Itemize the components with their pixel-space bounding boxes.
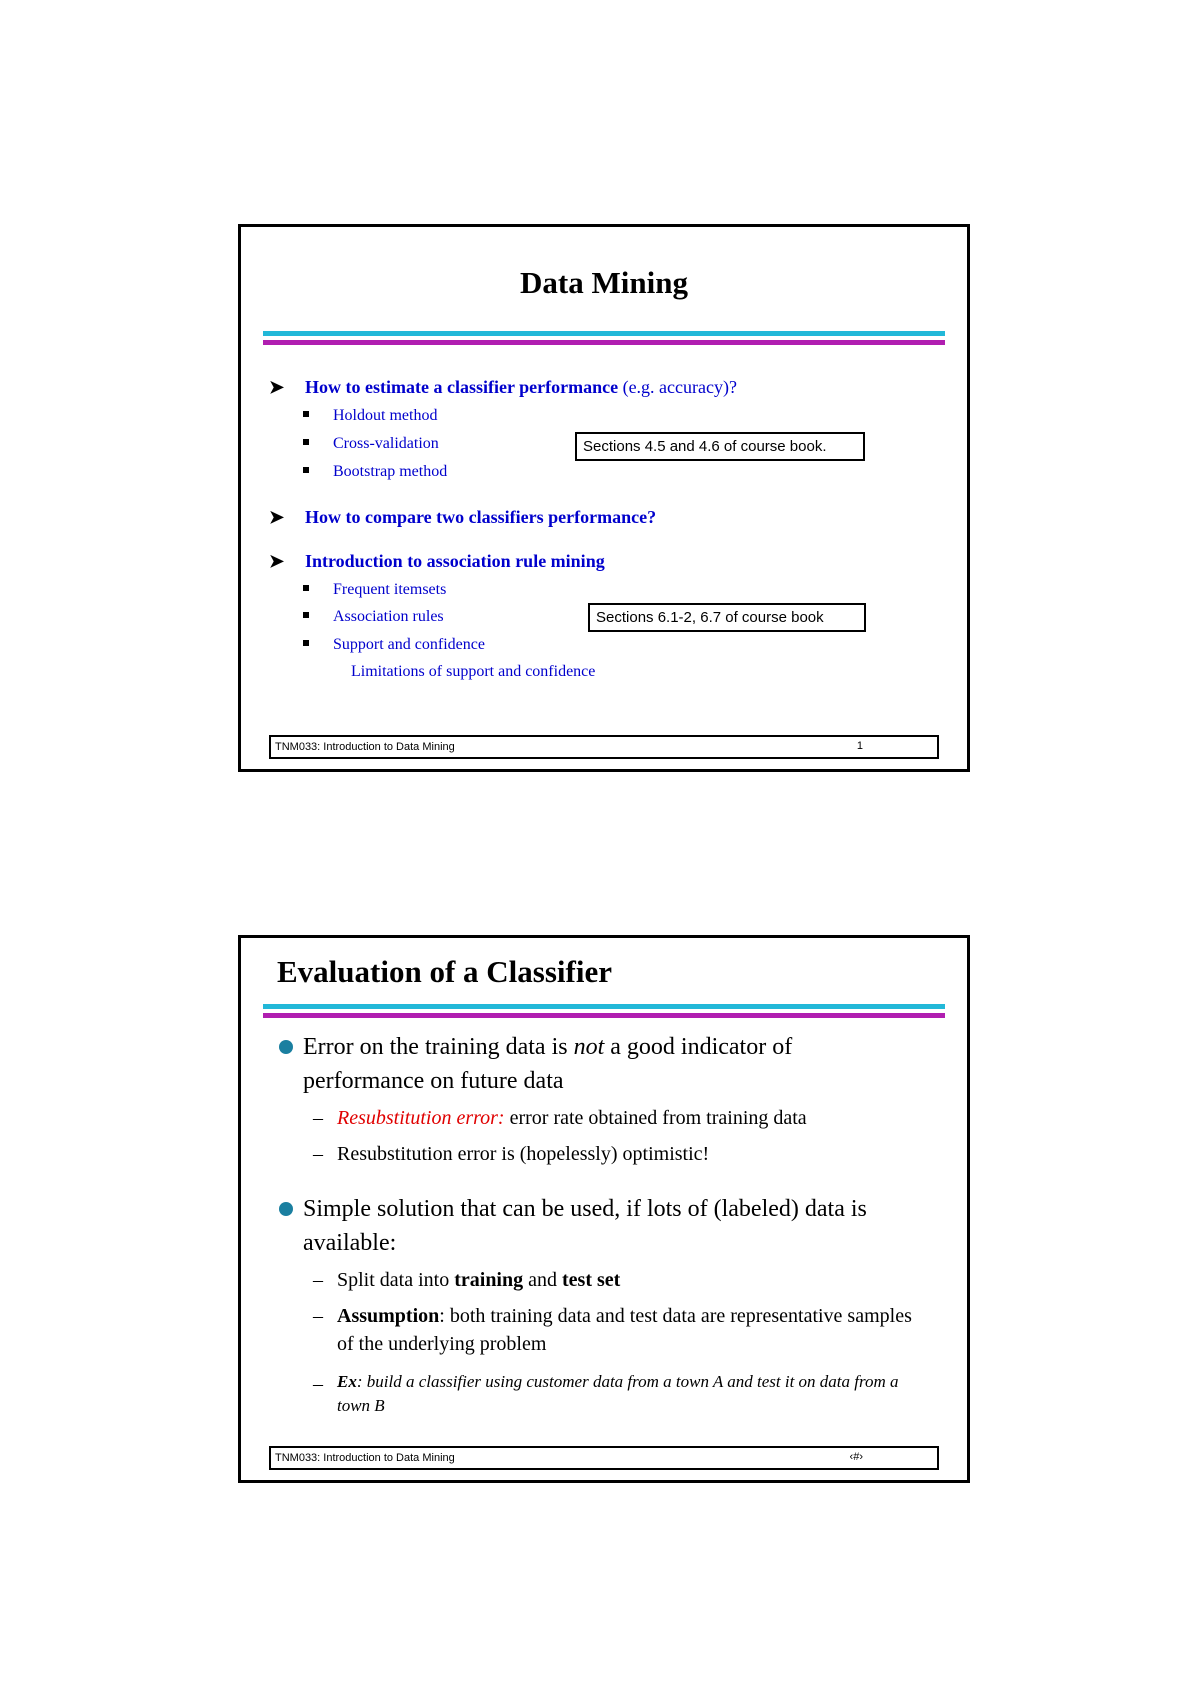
- item-compare-classifiers: ➤ How to compare two classifiers performance?: [269, 507, 657, 527]
- square-bullet-icon: [303, 640, 309, 646]
- dash-bullet-icon: –: [313, 1373, 323, 1395]
- round-bullet-icon: [279, 1202, 293, 1216]
- arrow-bullet-icon: ➤: [269, 507, 285, 527]
- sections-ref-box-2: Sections 6.1-2, 6.7 of course book: [588, 603, 866, 632]
- item-association-rules: ➤ Introduction to association rule mining: [269, 551, 605, 571]
- sub-item: Support and confidence: [303, 636, 485, 654]
- sub-item: Cross-validation: [303, 435, 439, 453]
- dash-bullet-icon: –: [313, 1269, 323, 1291]
- page-number: 1: [856, 740, 863, 752]
- slide-1: [238, 224, 970, 772]
- sub-bullet-resubstitution-error: – Resubstitution error: error rate obtained from training data: [313, 1104, 913, 1132]
- sub-bullet-split-data: – Split data into training and test set: [313, 1266, 913, 1294]
- slide-1-footer: [269, 735, 939, 759]
- sections-ref-box-1: Sections 4.5 and 4.6 of course book.: [575, 432, 865, 461]
- title-rule-cyan: [263, 1004, 945, 1009]
- sub-item: Holdout method: [303, 407, 437, 425]
- arrow-bullet-icon: ➤: [269, 551, 285, 571]
- bullet-training-error: Error on the training data is not a good indicator of performance on future data: [279, 1030, 919, 1098]
- square-bullet-icon: [303, 585, 309, 591]
- sub-sub-item: Limitations of support and confidence: [351, 663, 596, 680]
- title-rule-magenta: [263, 1013, 945, 1018]
- dash-bullet-icon: –: [313, 1305, 323, 1327]
- sub-item: Bootstrap method: [303, 463, 447, 481]
- title-rule-magenta: [263, 340, 945, 345]
- sub-item: Frequent itemsets: [303, 581, 446, 599]
- slide-1-title: Data Mining: [520, 265, 688, 300]
- dash-bullet-icon: –: [313, 1107, 323, 1129]
- square-bullet-icon: [303, 467, 309, 473]
- square-bullet-icon: [303, 612, 309, 618]
- dash-bullet-icon: –: [313, 1143, 323, 1165]
- bullet-simple-solution: Simple solution that can be used, if lots of (labeled) data is available:: [279, 1192, 919, 1260]
- title-rule-cyan: [263, 331, 945, 336]
- sub-item: Association rules: [303, 608, 444, 626]
- square-bullet-icon: [303, 439, 309, 445]
- round-bullet-icon: [279, 1040, 293, 1054]
- page-number: ‹#›: [849, 1451, 863, 1463]
- footer-text: TNM033: Introduction to Data Mining: [275, 1452, 455, 1464]
- square-bullet-icon: [303, 411, 309, 417]
- arrow-bullet-icon: ➤: [269, 377, 285, 397]
- footer-text: TNM033: Introduction to Data Mining: [275, 741, 455, 753]
- sub-bullet-optimistic: – Resubstitution error is (hopelessly) optimistic!: [313, 1140, 913, 1168]
- slide-2-title: Evaluation of a Classifier: [277, 954, 612, 989]
- slide-2: [238, 935, 970, 1483]
- item-estimate-performance: ➤ How to estimate a classifier performance (e.g. accuracy)?: [269, 377, 737, 397]
- sub-bullet-assumption: – Assumption: both training data and test data are representative samples of the underlying problem: [313, 1302, 913, 1358]
- sub-bullet-example: – Ex: build a classifier using customer data from a town A and test it on data from a town B: [313, 1372, 899, 1415]
- slide-2-footer: [269, 1446, 939, 1470]
